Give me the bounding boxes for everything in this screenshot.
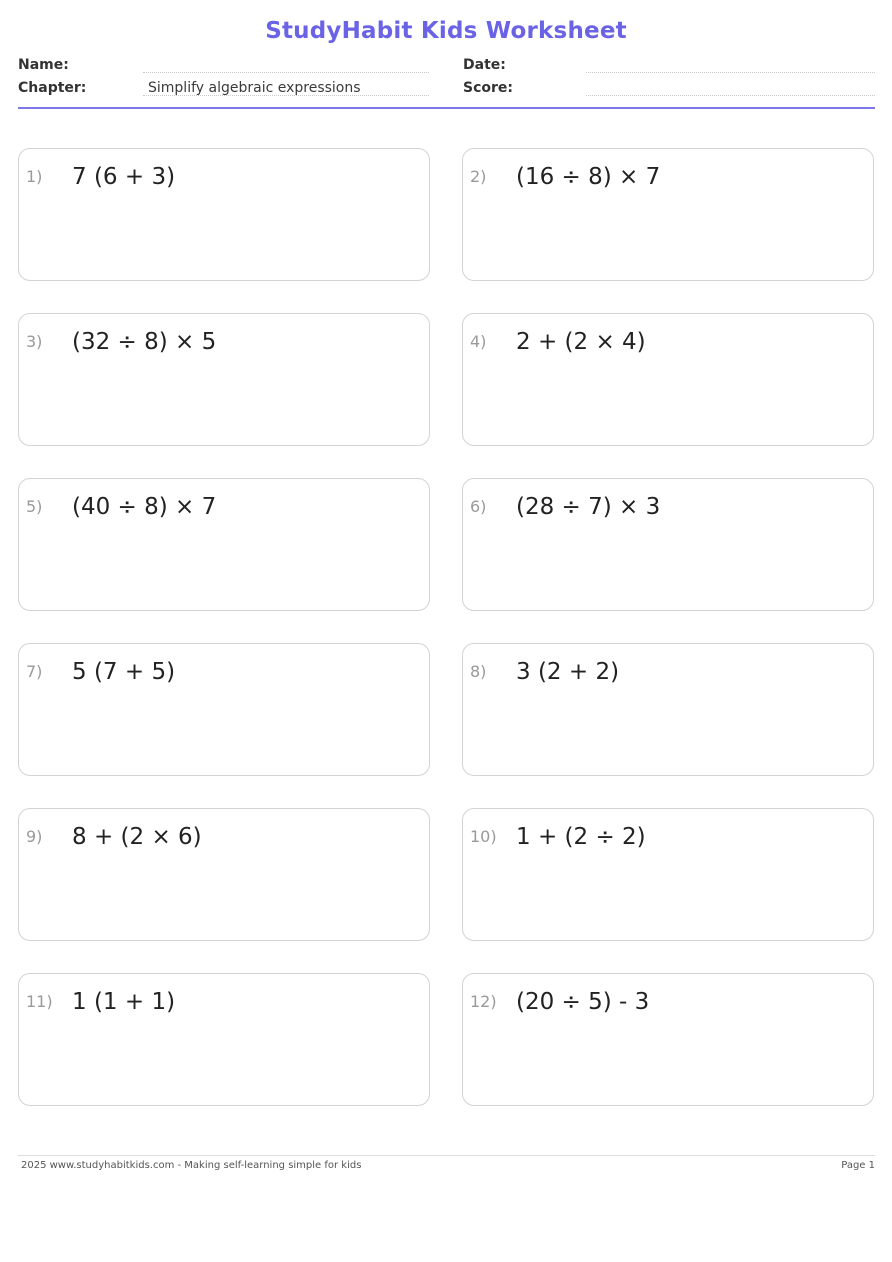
problem-expression: 7 (6 + 3) [72, 164, 176, 190]
problem-expression: 5 (7 + 5) [72, 659, 176, 685]
score-field[interactable] [586, 80, 875, 96]
problem-number: 3) [26, 332, 43, 351]
problem-number: 8) [470, 662, 487, 681]
problem-expression: 2 + (2 × 4) [516, 329, 646, 355]
problem-box-12[interactable] [462, 973, 874, 1106]
problem-expression: (40 ÷ 8) × 7 [72, 494, 217, 520]
problem-number: 6) [470, 497, 487, 516]
chapter-field: Simplify algebraic expressions [143, 80, 429, 96]
problem-box-1[interactable] [18, 148, 430, 281]
problem-box-3[interactable] [18, 313, 430, 446]
problem-box-7[interactable] [18, 643, 430, 776]
problem-expression: 8 + (2 × 6) [72, 824, 202, 850]
problem-number: 1) [26, 167, 43, 186]
date-field[interactable] [586, 57, 875, 73]
problem-box-11[interactable] [18, 973, 430, 1106]
problem-expression: (28 ÷ 7) × 3 [516, 494, 661, 520]
problem-expression: (32 ÷ 8) × 5 [72, 329, 217, 355]
worksheet-title: StudyHabit Kids Worksheet [265, 18, 627, 44]
problem-expression: (16 ÷ 8) × 7 [516, 164, 661, 190]
problem-number: 2) [470, 167, 487, 186]
date-label: Date: [463, 57, 506, 73]
page-number: Page 1 [841, 1160, 875, 1171]
problem-expression: 1 + (2 ÷ 2) [516, 824, 646, 850]
name-field[interactable] [143, 57, 429, 73]
problem-number: 11) [26, 992, 53, 1011]
problem-box-10[interactable] [462, 808, 874, 941]
name-label: Name: [18, 57, 69, 73]
problem-number: 7) [26, 662, 43, 681]
problem-number: 10) [470, 827, 497, 846]
problem-number: 5) [26, 497, 43, 516]
problem-box-2[interactable] [462, 148, 874, 281]
problem-box-6[interactable] [462, 478, 874, 611]
problem-expression: 1 (1 + 1) [72, 989, 176, 1015]
problem-number: 9) [26, 827, 43, 846]
chapter-label: Chapter: [18, 80, 87, 96]
problem-expression: (20 ÷ 5) - 3 [516, 989, 650, 1015]
problem-box-9[interactable] [18, 808, 430, 941]
header-divider [18, 107, 875, 109]
problem-number: 12) [470, 992, 497, 1011]
problem-expression: 3 (2 + 2) [516, 659, 620, 685]
footer-divider [18, 1155, 875, 1156]
footer-copyright: 2025 www.studyhabitkids.com - Making self-learning simple for kids [21, 1160, 362, 1171]
problem-number: 4) [470, 332, 487, 351]
problem-box-4[interactable] [462, 313, 874, 446]
problem-box-8[interactable] [462, 643, 874, 776]
problem-box-5[interactable] [18, 478, 430, 611]
score-label: Score: [463, 80, 513, 96]
